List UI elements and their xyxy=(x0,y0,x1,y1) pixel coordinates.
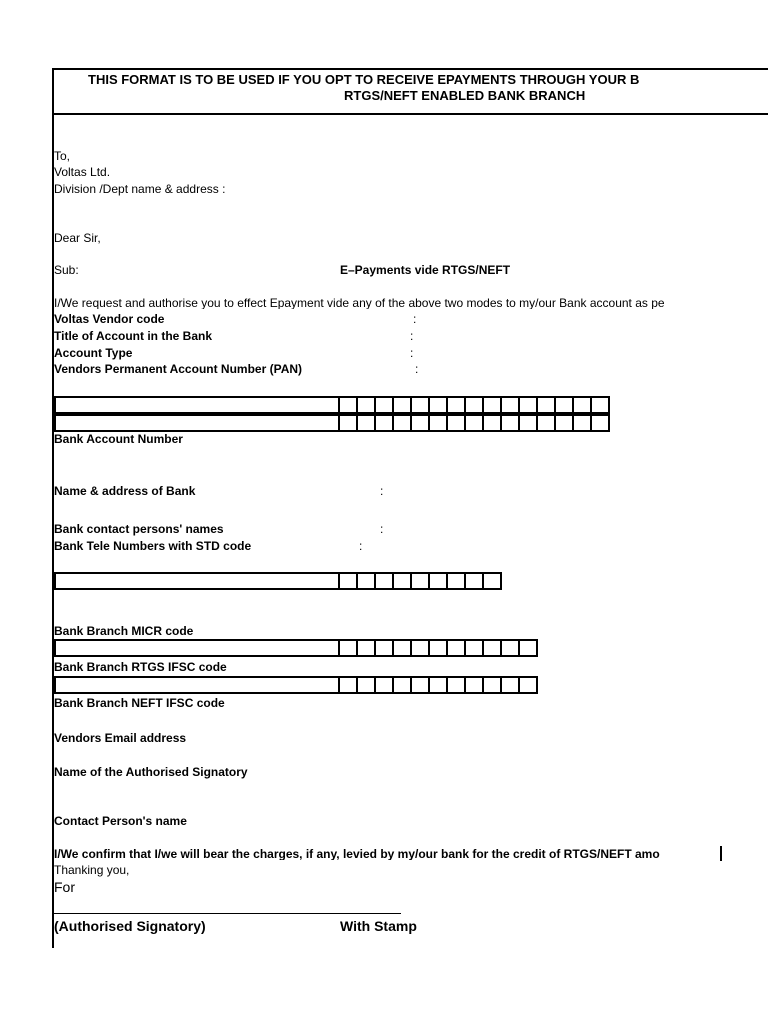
neft-ifsc-cell[interactable] xyxy=(392,676,412,694)
rtgs-ifsc-cell[interactable] xyxy=(410,639,430,657)
rtgs-ifsc-cell[interactable] xyxy=(464,639,484,657)
colon-title-account: : xyxy=(410,329,414,343)
address-company: Voltas Ltd. xyxy=(54,165,111,179)
colon-bank-tele: : xyxy=(359,539,363,553)
account-number-cell[interactable] xyxy=(338,414,358,432)
neft-ifsc-cell[interactable] xyxy=(374,676,394,694)
account-number-cell[interactable] xyxy=(536,396,556,414)
micr-name-box[interactable] xyxy=(54,572,340,590)
micr-cell[interactable] xyxy=(482,572,502,590)
field-bank-account-number: Bank Account Number xyxy=(54,432,183,446)
account-number-cell[interactable] xyxy=(428,414,448,432)
micr-cell[interactable] xyxy=(428,572,448,590)
for-label: For xyxy=(54,879,75,895)
account-number-cell[interactable] xyxy=(482,396,502,414)
account-number-cell[interactable] xyxy=(446,414,466,432)
header-line-1: THIS FORMAT IS TO BE USED IF YOU OPT TO RECEIVE EPAYMENTS THROUGH YOUR B xyxy=(88,73,640,86)
rtgs-ifsc-cell[interactable] xyxy=(338,639,358,657)
account-number-cell[interactable] xyxy=(500,396,520,414)
micr-cell[interactable] xyxy=(446,572,466,590)
colon-bank-name: : xyxy=(380,484,384,498)
field-pan: Vendors Permanent Account Number (PAN) xyxy=(54,362,303,376)
account-number-cell[interactable] xyxy=(356,396,376,414)
neft-ifsc-cell[interactable] xyxy=(356,676,376,694)
account-number-cell[interactable] xyxy=(554,396,574,414)
field-contact-person: Contact Person's name xyxy=(54,814,187,828)
field-micr: Bank Branch MICR code xyxy=(54,624,194,638)
neft-ifsc-name-box[interactable] xyxy=(54,676,340,694)
field-bank-contact: Bank contact persons' names xyxy=(54,522,224,536)
neft-ifsc-cell[interactable] xyxy=(500,676,520,694)
neft-ifsc-cell[interactable] xyxy=(410,676,430,694)
subject-text: E–Payments vide RTGS/NEFT xyxy=(340,263,511,277)
account-number-cell[interactable] xyxy=(518,396,538,414)
with-stamp-label: With Stamp xyxy=(340,918,417,934)
top-border xyxy=(52,68,768,70)
rtgs-ifsc-cell[interactable] xyxy=(428,639,448,657)
field-bank-tele: Bank Tele Numbers with STD code xyxy=(54,539,252,553)
account-number-cell[interactable] xyxy=(464,396,484,414)
account-number-name-box-2[interactable] xyxy=(54,414,340,432)
neft-ifsc-cell[interactable] xyxy=(518,676,538,694)
micr-cell[interactable] xyxy=(338,572,358,590)
account-number-cell[interactable] xyxy=(464,414,484,432)
account-number-cell[interactable] xyxy=(554,414,574,432)
rtgs-ifsc-cell[interactable] xyxy=(518,639,538,657)
micr-cell[interactable] xyxy=(464,572,484,590)
neft-ifsc-cell[interactable] xyxy=(338,676,358,694)
field-authorised-signatory-name: Name of the Authorised Signatory xyxy=(54,765,248,779)
subject-label: Sub: xyxy=(54,263,79,277)
account-number-cell[interactable] xyxy=(590,396,610,414)
account-number-cell[interactable] xyxy=(428,396,448,414)
account-number-cell[interactable] xyxy=(590,414,610,432)
field-vendor-code: Voltas Vendor code xyxy=(54,312,165,326)
rtgs-ifsc-cell[interactable] xyxy=(356,639,376,657)
thanks-text: Thanking you, xyxy=(54,863,130,877)
rtgs-ifsc-cell[interactable] xyxy=(482,639,502,657)
signature-line xyxy=(54,913,401,914)
account-number-cell[interactable] xyxy=(536,414,556,432)
account-number-cell[interactable] xyxy=(518,414,538,432)
account-number-cell[interactable] xyxy=(374,396,394,414)
rtgs-ifsc-cell[interactable] xyxy=(446,639,466,657)
field-rtgs-ifsc: Bank Branch RTGS IFSC code xyxy=(54,660,227,674)
confirm-cell-edge xyxy=(720,846,722,861)
salutation: Dear Sir, xyxy=(54,231,101,245)
field-account-type: Account Type xyxy=(54,346,133,360)
field-title-account: Title of Account in the Bank xyxy=(54,329,213,343)
neft-ifsc-cell[interactable] xyxy=(428,676,448,694)
authorised-signatory-label: (Authorised Signatory) xyxy=(54,918,206,934)
account-number-cell[interactable] xyxy=(446,396,466,414)
rtgs-ifsc-name-box[interactable] xyxy=(54,639,340,657)
field-email: Vendors Email address xyxy=(54,731,187,745)
micr-cell[interactable] xyxy=(356,572,376,590)
micr-cell[interactable] xyxy=(374,572,394,590)
colon-vendor-code: : xyxy=(413,312,417,326)
account-number-row-1[interactable] xyxy=(54,396,610,414)
account-number-cell[interactable] xyxy=(410,396,430,414)
rtgs-ifsc-cell[interactable] xyxy=(392,639,412,657)
account-number-cell[interactable] xyxy=(392,414,412,432)
account-number-name-box-1[interactable] xyxy=(54,396,340,414)
account-number-cell[interactable] xyxy=(572,414,592,432)
neft-ifsc-cell[interactable] xyxy=(464,676,484,694)
address-to: To, xyxy=(54,149,71,163)
account-number-cell[interactable] xyxy=(482,414,502,432)
colon-pan: : xyxy=(415,362,419,376)
header-line-2: RTGS/NEFT ENABLED BANK BRANCH xyxy=(344,88,586,103)
account-number-cell[interactable] xyxy=(374,414,394,432)
address-division: Division /Dept name & address : xyxy=(54,182,226,196)
account-number-cell[interactable] xyxy=(500,414,520,432)
neft-ifsc-row[interactable] xyxy=(54,676,538,694)
neft-ifsc-cell[interactable] xyxy=(446,676,466,694)
account-number-cell[interactable] xyxy=(410,414,430,432)
micr-cell[interactable] xyxy=(392,572,412,590)
field-neft-ifsc: Bank Branch NEFT IFSC code xyxy=(54,696,225,710)
account-number-cell[interactable] xyxy=(392,396,412,414)
colon-account-type: : xyxy=(410,346,414,360)
rtgs-ifsc-cell[interactable] xyxy=(374,639,394,657)
neft-ifsc-cell[interactable] xyxy=(482,676,502,694)
account-number-cell[interactable] xyxy=(356,414,376,432)
micr-cell[interactable] xyxy=(410,572,430,590)
account-number-row-2[interactable] xyxy=(54,414,610,432)
rtgs-ifsc-row[interactable] xyxy=(54,639,538,657)
micr-code-row[interactable] xyxy=(54,572,502,590)
confirm-text: I/We confirm that I/we will bear the charges, if any, levied by my/our bank for the credit of RTGS/NEFT amo xyxy=(54,848,660,860)
account-number-cell[interactable] xyxy=(572,396,592,414)
header-divider xyxy=(52,113,768,115)
rtgs-ifsc-cell[interactable] xyxy=(500,639,520,657)
field-bank-name-address: Name & address of Bank xyxy=(54,484,196,498)
account-number-cell[interactable] xyxy=(338,396,358,414)
colon-bank-contact: : xyxy=(380,522,384,536)
request-text: I/We request and authorise you to effect Epayment vide any of the above two modes to my/our Bank account as pe xyxy=(54,297,665,309)
